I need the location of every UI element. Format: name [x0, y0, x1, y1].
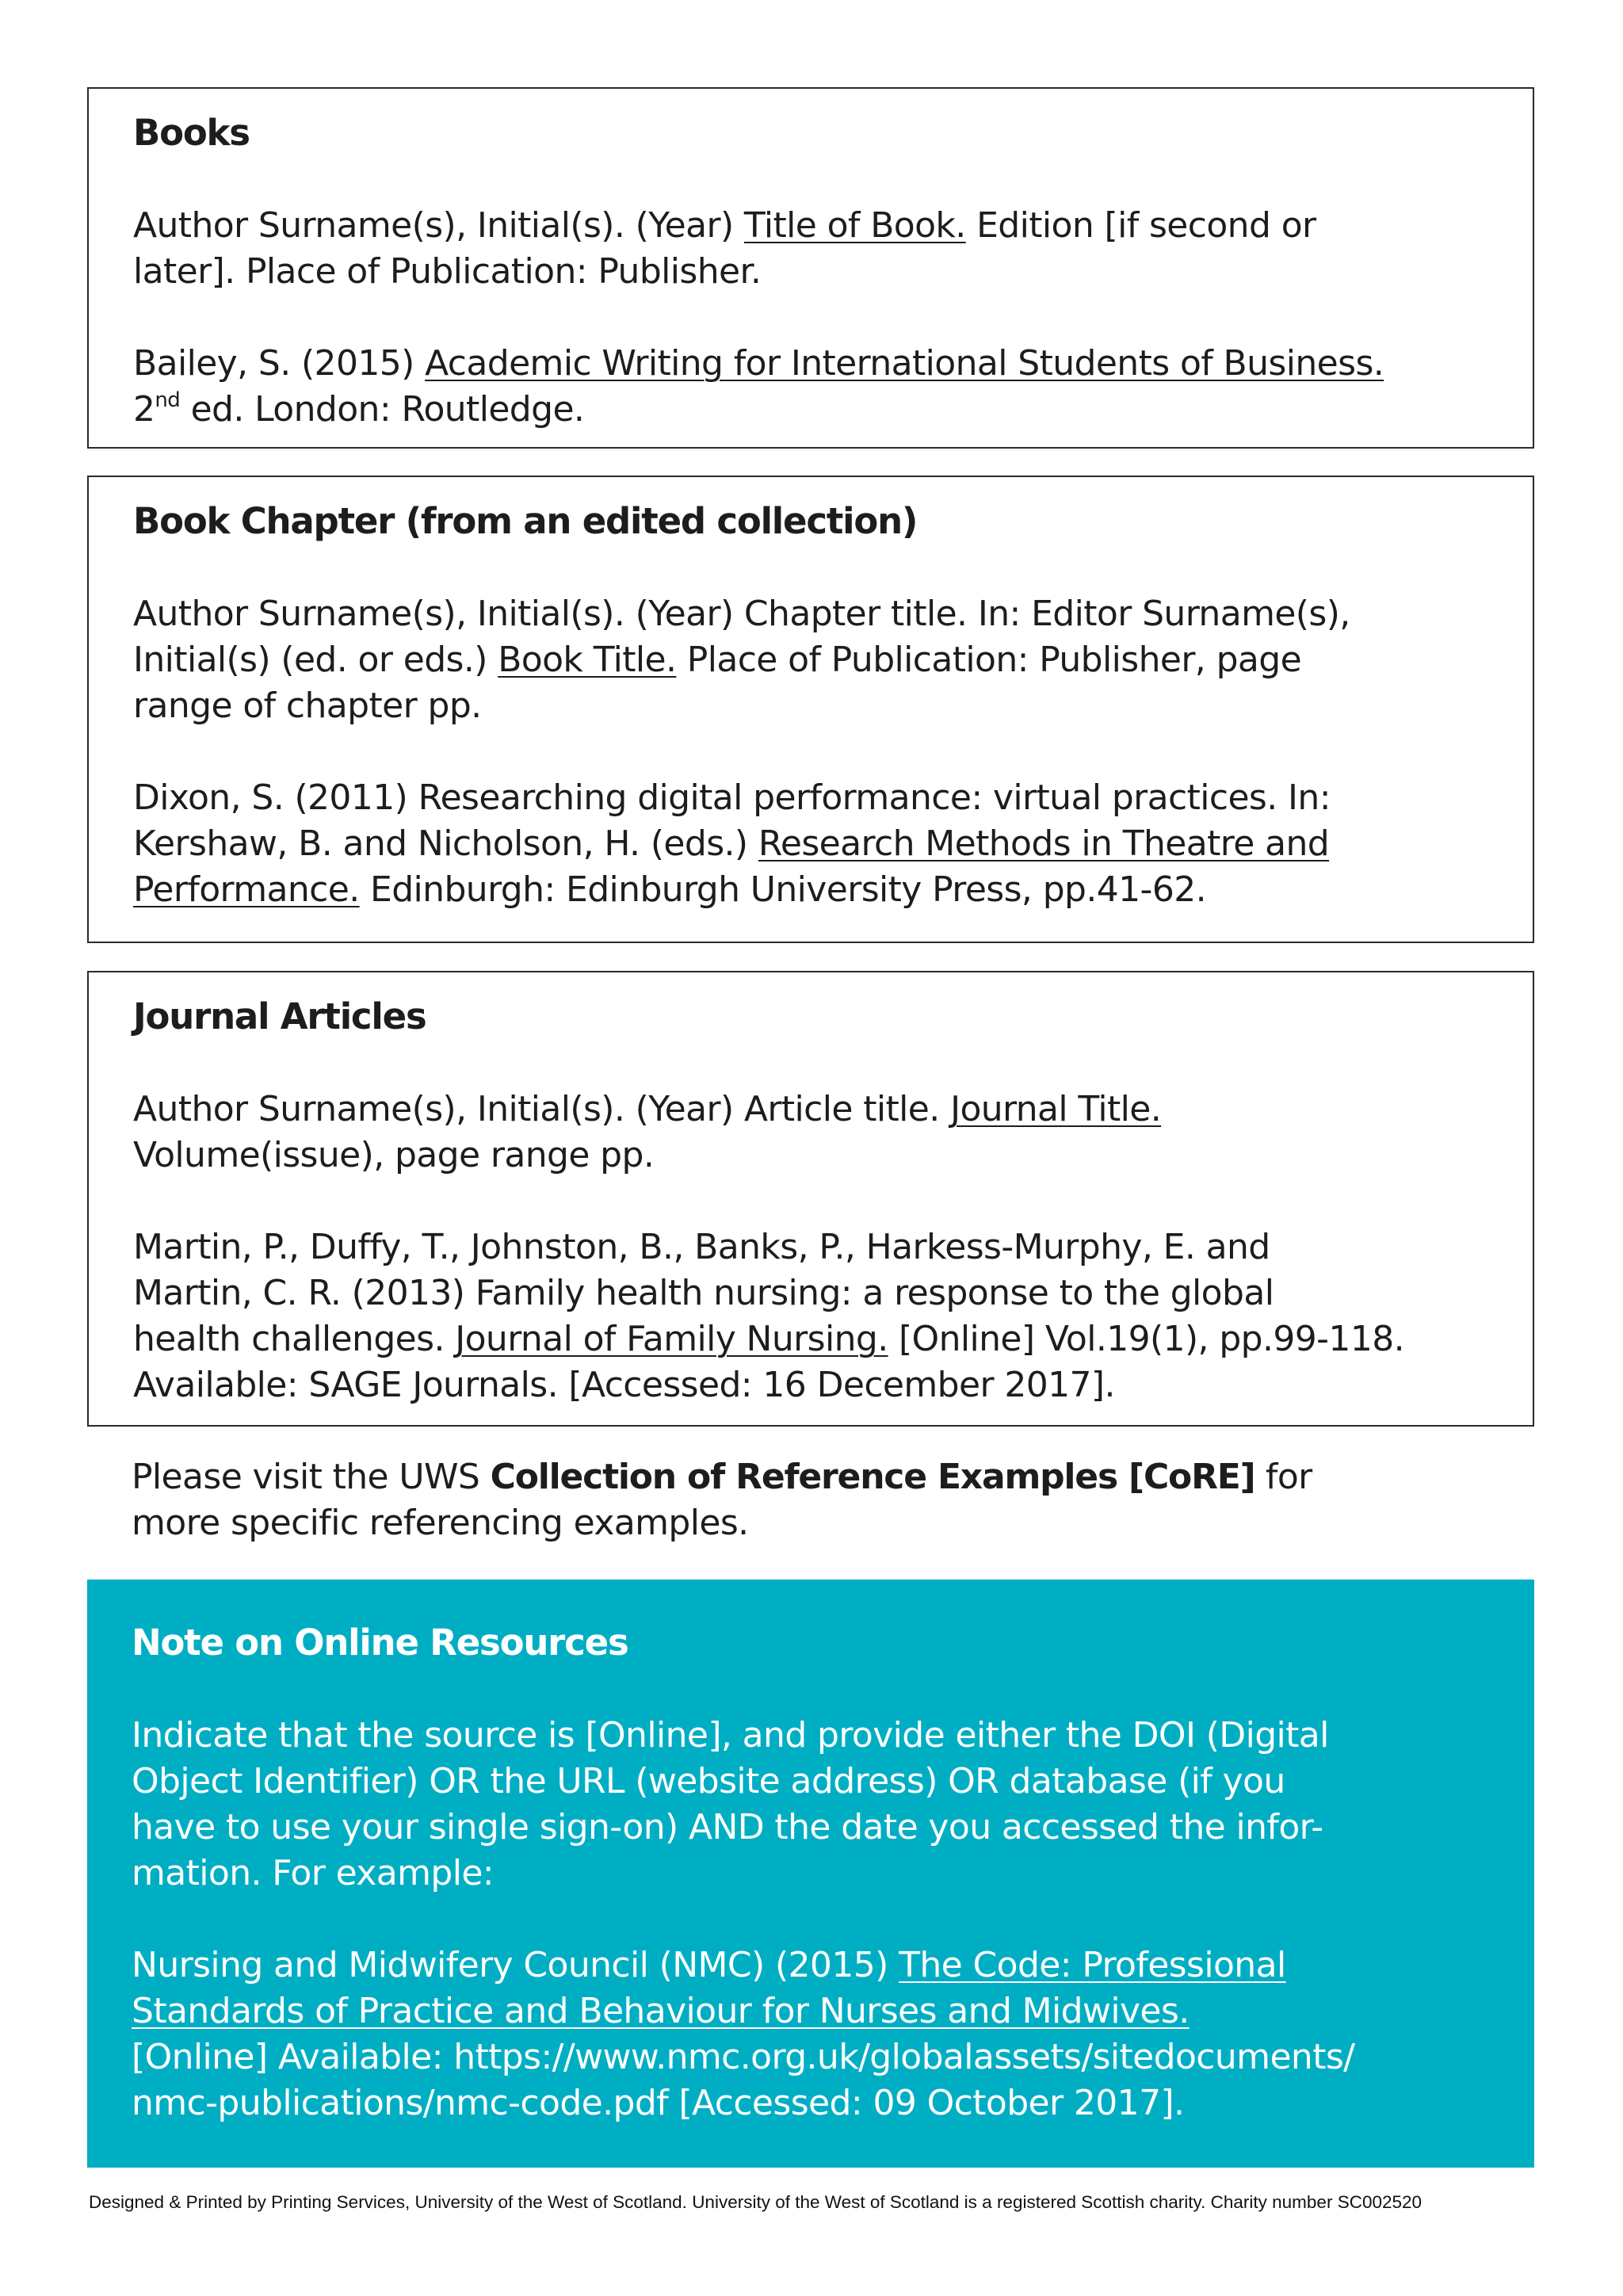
online-heading: Note on Online Resources	[132, 1622, 628, 1664]
journal-format-title: Journal Title.	[950, 1089, 1162, 1129]
journal-example-line: Martin, C. R. (2013) Family health nursing: a response to the global	[133, 1273, 1274, 1313]
chapter-format-line: Author Surname(s), Initial(s). (Year) Chapter title. In: Editor Surname(s),	[133, 594, 1350, 634]
chapter-example-title: Performance.	[133, 869, 360, 910]
chapter-example-line: Dixon, S. (2011) Researching digital performance: virtual practices. In:	[133, 777, 1331, 818]
chapter-format-title: Book Title.	[498, 640, 677, 680]
books-format-text-2: Edition [if second or	[965, 205, 1316, 246]
chapter-format	[133, 591, 1488, 729]
online-resources-panel	[87, 1580, 1534, 2168]
chapter-example	[133, 775, 1488, 913]
journal-example-line: Available: SAGE Journals. [Accessed: 16 December 2017].	[133, 1365, 1115, 1405]
chapter-format-line: Place of Publication: Publisher, page	[676, 640, 1302, 680]
footer-credit: Designed & Printed by Printing Services, University of the West of Scotland. University of the West of Scotland is a registered Scottish charity. Charity number SC002520	[89, 2192, 1423, 2212]
online-example	[132, 1943, 1490, 2126]
journal-box	[87, 971, 1534, 1427]
online-instructions-line: Indicate that the source is [Online], and provide either the DOI (Digital	[132, 1715, 1329, 1755]
online-instructions-line: Object Identifier) OR the URL (website address) OR database (if you	[132, 1761, 1285, 1801]
books-example-title: Academic Writing for International Students of Business.	[425, 343, 1384, 384]
chapter-example-title: Research Methods in Theatre and	[758, 823, 1330, 864]
books-format	[133, 203, 1488, 295]
online-example-url: nmc-publications/nmc-code.pdf [Accessed: 09 October 2017].	[132, 2083, 1185, 2123]
chapter-example-line: Kershaw, B. and Nicholson, H. (eds.)	[133, 823, 758, 864]
journal-example-line: Martin, P., Duffy, T., Johnston, B., Banks, P., Harkess-Murphy, E. and	[133, 1227, 1270, 1267]
books-box	[87, 87, 1534, 449]
journal-example-line: [Online] Vol.19(1), pp.99-118.	[888, 1319, 1405, 1359]
journal-example-line: health challenges.	[133, 1319, 456, 1359]
online-example-title: The Code: Professional	[899, 1945, 1286, 1985]
journal-format	[133, 1087, 1488, 1179]
core-link-text[interactable]: Collection of Reference Examples [CoRE]	[490, 1457, 1255, 1497]
books-format-title: Title of Book.	[743, 205, 966, 246]
chapter-example-line: Edinburgh: Edinburgh University Press, pp.41-62.	[359, 869, 1206, 910]
chapter-format-line: Initial(s) (ed. or eds.)	[133, 640, 498, 680]
core-note	[132, 1454, 1526, 1546]
books-example-publisher: ed. London: Routledge.	[180, 389, 585, 430]
journal-format-line: Author Surname(s), Initial(s). (Year) Article title.	[133, 1089, 951, 1129]
books-format-text-3: later]. Place of Publication: Publisher.	[133, 251, 762, 292]
journal-format-line: Volume(issue), page range pp.	[133, 1135, 655, 1175]
books-example	[133, 341, 1488, 433]
books-example-edition-sup: nd	[155, 388, 181, 412]
chapter-heading: Book Chapter (from an edited collection)	[133, 500, 918, 542]
online-example-url: [Online] Available: https://www.nmc.org.uk/globalassets/sitedocuments/	[132, 2037, 1355, 2077]
core-note-text: more specific referencing examples.	[132, 1503, 749, 1543]
core-note-text: Please visit the UWS	[132, 1457, 491, 1497]
online-instructions-line: mation. For example:	[132, 1853, 495, 1893]
online-instructions-line: have to use your single sign-on) AND the date you accessed the infor-	[132, 1807, 1323, 1847]
journal-example	[133, 1224, 1488, 1408]
books-format-text: Author Surname(s), Initial(s). (Year)	[133, 205, 744, 246]
chapter-format-line: range of chapter pp.	[133, 686, 482, 726]
online-example-title: Standards of Practice and Behaviour for Nurses and Midwives.	[132, 1991, 1190, 2031]
journal-example-title: Journal of Family Nursing.	[455, 1319, 888, 1359]
books-example-edition: 2	[133, 389, 155, 430]
core-note-text: for	[1254, 1457, 1312, 1497]
journal-heading: Journal Articles	[133, 995, 426, 1037]
online-example-line: Nursing and Midwifery Council (NMC) (2015)	[132, 1945, 899, 1985]
chapter-box	[87, 476, 1534, 943]
books-example-author: Bailey, S. (2015)	[133, 343, 426, 384]
books-heading: Books	[133, 112, 250, 154]
online-instructions	[132, 1713, 1490, 1897]
